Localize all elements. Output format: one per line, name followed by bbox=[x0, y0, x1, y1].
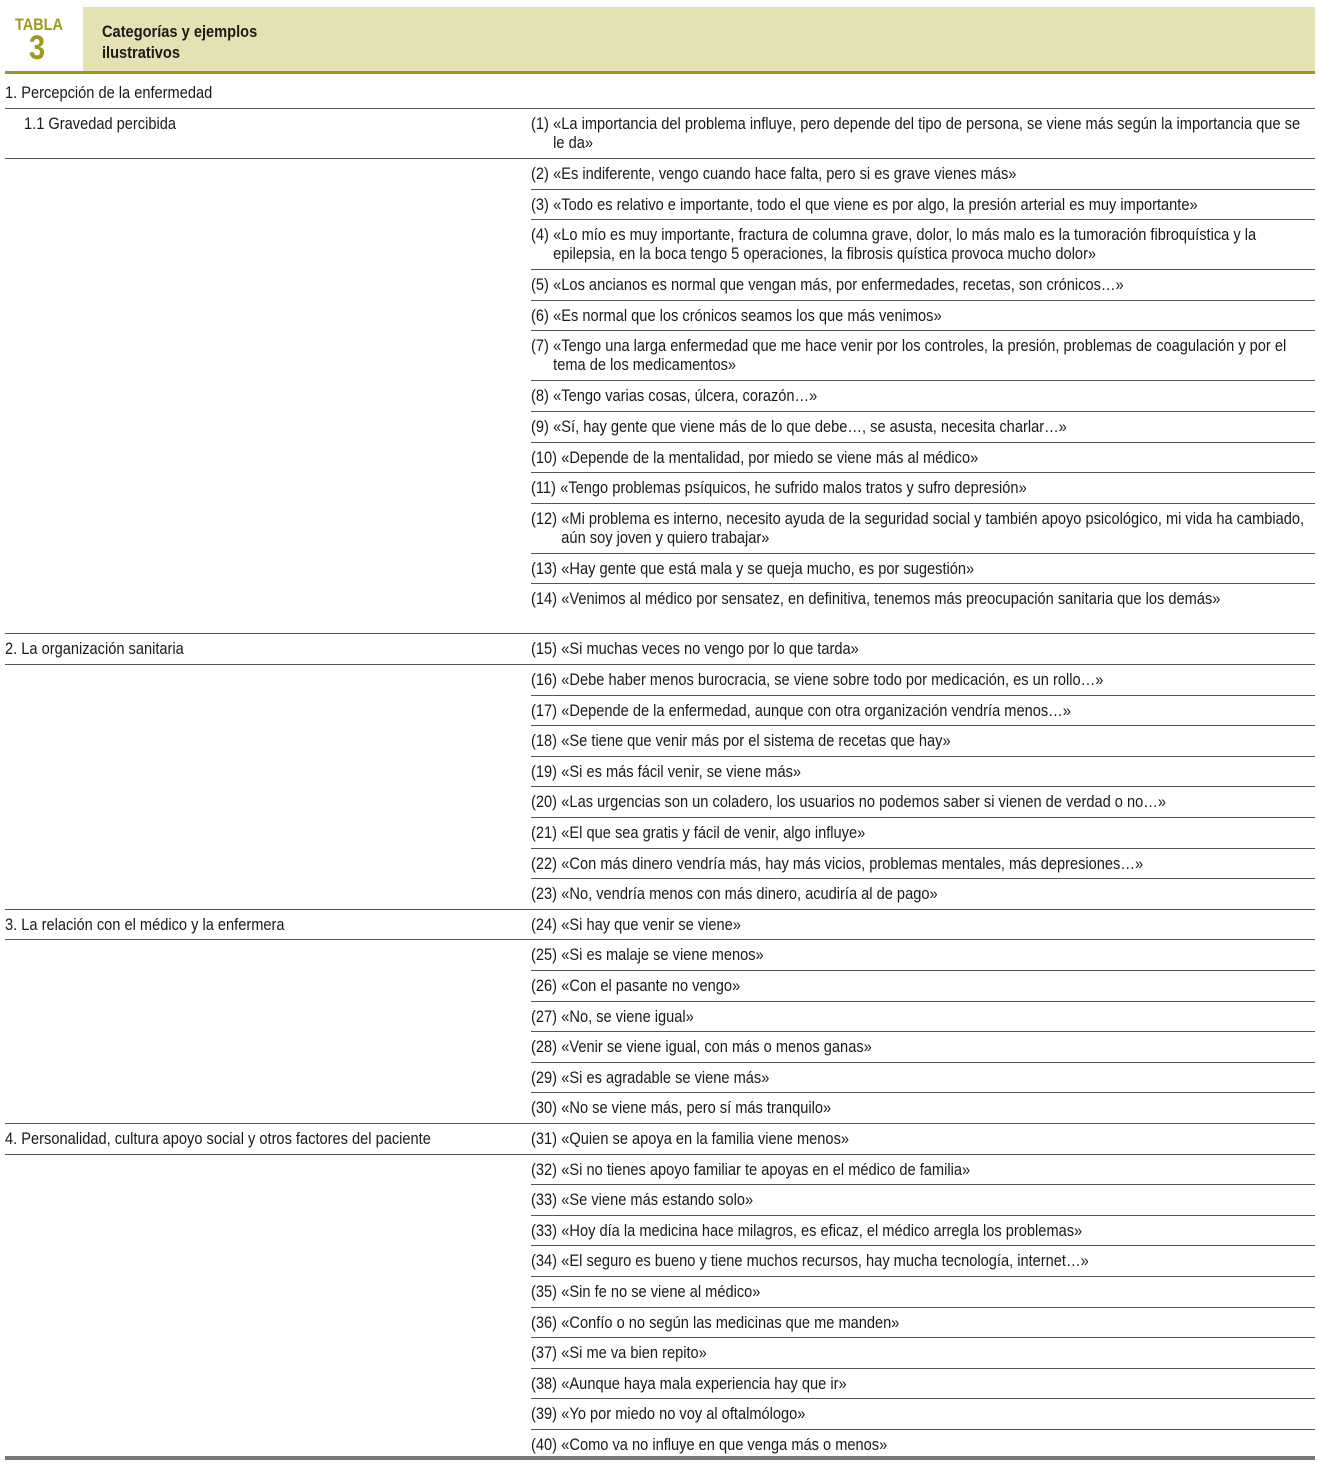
quote-number: (28) bbox=[531, 1037, 558, 1057]
quote-cell bbox=[531, 670, 1315, 689]
quote-text: «Si es malaje se viene menos» bbox=[561, 945, 764, 965]
table-row bbox=[5, 1062, 1315, 1093]
quote-number: (26) bbox=[531, 976, 558, 995]
row-divider bbox=[531, 1062, 1315, 1063]
row-divider bbox=[531, 1368, 1315, 1369]
quote-text: «Tengo problemas psíquicos, he sufrido malos tratos y sufro depresión» bbox=[560, 478, 1027, 498]
table-row bbox=[5, 472, 1315, 503]
quote-text: «El que sea gratis y fácil de venir, algo influye» bbox=[561, 823, 866, 842]
quote-text: «No se viene más, pero sí más tranquilo» bbox=[561, 1098, 832, 1118]
quote-text: «Sí, hay gente que viene más de lo que debe…, se asusta, necesita charlar…» bbox=[553, 417, 1067, 436]
row-divider bbox=[531, 1184, 1315, 1185]
row-divider bbox=[5, 158, 1315, 159]
quote-cell bbox=[531, 1313, 1315, 1332]
header-rule bbox=[5, 71, 1315, 74]
row-divider bbox=[531, 269, 1315, 270]
quote-text: «Con más dinero vendría más, hay más vicios, problemas mentales, más depresiones…» bbox=[561, 853, 1144, 873]
quote-cell bbox=[531, 1160, 1315, 1179]
table-row bbox=[5, 1429, 1315, 1460]
quote-text: «La importancia del problema influye, pero depende del tipo de persona, se viene más según la importancia que se le da» bbox=[553, 114, 1301, 152]
quote-number: (33) bbox=[531, 1190, 558, 1210]
quote-cell bbox=[531, 275, 1315, 294]
row-divider bbox=[531, 1307, 1315, 1308]
table-row bbox=[5, 1368, 1315, 1399]
quote-number: (35) bbox=[531, 1282, 558, 1301]
quote-number: (6) bbox=[531, 305, 549, 325]
quote-cell bbox=[531, 1190, 1315, 1209]
row-divider bbox=[531, 583, 1315, 584]
row-divider bbox=[531, 219, 1315, 220]
quote-number: (21) bbox=[531, 823, 558, 842]
row-divider bbox=[531, 1092, 1315, 1093]
table-title-line1: Categorías y ejemplos bbox=[102, 22, 258, 41]
quote-number: (2) bbox=[531, 164, 549, 183]
quote-text: «Si me va bien repito» bbox=[561, 1343, 707, 1363]
quote-text: «Hoy día la medicina hace milagros, es eficaz, el médico arregla los problemas» bbox=[561, 1220, 1083, 1240]
quote-number: (5) bbox=[531, 275, 549, 295]
row-divider bbox=[531, 695, 1315, 696]
quote-cell bbox=[531, 559, 1315, 578]
quote-number: (36) bbox=[531, 1312, 558, 1332]
quote-number: (1) bbox=[531, 114, 549, 133]
quote-cell bbox=[531, 762, 1315, 781]
quote-cell bbox=[531, 731, 1315, 750]
table-row bbox=[5, 1245, 1315, 1276]
table-row bbox=[5, 1215, 1315, 1246]
table-row bbox=[5, 695, 1315, 726]
quote-cell bbox=[531, 478, 1315, 497]
row-divider bbox=[531, 848, 1315, 849]
quote-cell bbox=[531, 823, 1315, 842]
quote-number: (22) bbox=[531, 853, 558, 873]
table-row bbox=[5, 503, 1315, 553]
quote-number: (20) bbox=[531, 792, 558, 812]
quote-number: (13) bbox=[531, 558, 558, 578]
quote-text: «Venimos al médico por sensatez, en definitiva, tenemos más preocupación sanitaria que los demás» bbox=[561, 589, 1221, 609]
row-divider bbox=[531, 1215, 1315, 1216]
quote-number: (31) bbox=[531, 1129, 558, 1148]
table-row bbox=[5, 1398, 1315, 1429]
row-divider bbox=[531, 756, 1315, 757]
row-divider bbox=[531, 189, 1315, 190]
quote-number: (8) bbox=[531, 386, 549, 406]
row-divider bbox=[5, 1154, 1315, 1155]
table-number-box bbox=[5, 7, 83, 71]
quote-number: (14) bbox=[531, 589, 558, 609]
quote-text: «Yo por miedo no voy al oftalmólogo» bbox=[561, 1404, 806, 1424]
row-divider bbox=[531, 1276, 1315, 1277]
table-row bbox=[5, 330, 1315, 380]
quote-cell bbox=[531, 945, 1315, 964]
quote-text: «Mi problema es interno, necesito ayuda de la seguridad social y también apoyo psicológico, mi vida ha cambiado, aún soy joven y quiero trabajar» bbox=[561, 508, 1305, 547]
quote-text: «Depende de la enfermedad, aunque con otra organización vendría menos…» bbox=[561, 700, 1071, 720]
quote-number: (16) bbox=[531, 670, 558, 689]
table-row bbox=[5, 664, 1315, 695]
quote-cell bbox=[531, 854, 1315, 873]
quote-text: «Hay gente que está mala y se queja mucho, es por sugestión» bbox=[561, 558, 975, 578]
quote-cell bbox=[531, 1037, 1315, 1056]
row-divider bbox=[531, 1398, 1315, 1399]
row-divider bbox=[5, 1123, 1315, 1124]
quote-text: «No, se viene igual» bbox=[561, 1006, 694, 1026]
table-row bbox=[5, 380, 1315, 411]
quote-cell bbox=[531, 976, 1315, 995]
table-row bbox=[5, 848, 1315, 879]
quote-number: (23) bbox=[531, 884, 558, 904]
quote-number: (29) bbox=[531, 1067, 558, 1087]
table-label: TABLA bbox=[15, 15, 63, 34]
quote-text: «Es normal que los crónicos seamos los que más venimos» bbox=[553, 305, 942, 325]
table-row bbox=[5, 756, 1315, 787]
quote-cell bbox=[531, 639, 1315, 658]
quote-number: (34) bbox=[531, 1251, 558, 1271]
table-title bbox=[102, 21, 257, 63]
row-divider bbox=[531, 330, 1315, 331]
quote-number: (11) bbox=[531, 478, 556, 498]
quote-cell bbox=[531, 792, 1315, 811]
quote-text: «Si es más fácil venir, se viene más» bbox=[561, 761, 802, 781]
quote-cell bbox=[531, 1343, 1315, 1362]
table-row bbox=[5, 1307, 1315, 1338]
quote-cell bbox=[531, 1282, 1315, 1301]
table-row bbox=[5, 1154, 1315, 1185]
quote-number: (4) bbox=[531, 225, 549, 245]
table-row bbox=[5, 1092, 1315, 1123]
quote-cell bbox=[531, 195, 1315, 214]
quote-number: (33) bbox=[531, 1220, 558, 1240]
quote-text: «Aunque haya mala experiencia hay que ir» bbox=[561, 1373, 847, 1393]
row-divider bbox=[531, 725, 1315, 726]
quote-number: (25) bbox=[531, 945, 558, 965]
quote-cell bbox=[531, 1098, 1315, 1117]
quote-number: (7) bbox=[531, 336, 549, 356]
table-row bbox=[5, 878, 1315, 909]
table-row bbox=[5, 108, 1315, 158]
row-divider bbox=[531, 878, 1315, 879]
table-row bbox=[5, 633, 1315, 664]
table-title-line2: ilustrativos bbox=[102, 43, 181, 62]
quote-cell bbox=[531, 1007, 1315, 1026]
row-divider bbox=[531, 1429, 1315, 1430]
bottom-rule bbox=[5, 1456, 1315, 1460]
quote-text: «Es indiferente, vengo cuando hace falta, pero si es grave vienes más» bbox=[553, 164, 1017, 183]
quote-text: «Tengo varias cosas, úlcera, corazón…» bbox=[553, 386, 818, 406]
table-row bbox=[5, 158, 1315, 189]
quote-cell bbox=[531, 1374, 1315, 1393]
quote-text: «Como va no influye en que venga más o menos» bbox=[561, 1435, 888, 1454]
table-row bbox=[5, 1001, 1315, 1032]
row-divider bbox=[5, 108, 1315, 109]
row-divider bbox=[531, 1001, 1315, 1002]
quote-text: «Si muchas veces no vengo por lo que tarda» bbox=[561, 639, 859, 659]
quote-cell bbox=[531, 1221, 1315, 1240]
quote-number: (40) bbox=[531, 1435, 558, 1454]
table-row bbox=[5, 189, 1315, 220]
category-label: 1. Percepción de la enfermedad bbox=[5, 83, 213, 102]
table-row bbox=[5, 1031, 1315, 1062]
quote-text: «Confío o no según las medicinas que me manden» bbox=[561, 1312, 900, 1332]
table-row bbox=[5, 77, 1315, 108]
quote-number: (15) bbox=[531, 639, 558, 659]
row-divider bbox=[531, 411, 1315, 412]
quote-number: (24) bbox=[531, 914, 558, 934]
quote-cell bbox=[531, 1129, 1315, 1148]
table-title-box bbox=[83, 7, 1315, 71]
table-row bbox=[5, 1337, 1315, 1368]
table-row bbox=[5, 970, 1315, 1001]
quote-text: «Lo mío es muy importante, fractura de columna grave, dolor, lo más malo es la tumoración fibroquística y la epilepsia, en la boca tengo 5 operaciones, la fibrosis quística provoca mucho dolor» bbox=[553, 225, 1257, 264]
row-divider bbox=[531, 472, 1315, 473]
quote-text: «No, vendría menos con más dinero, acudiría al de pago» bbox=[561, 884, 938, 904]
quote-cell bbox=[531, 884, 1315, 903]
quote-text: «Venir se viene igual, con más o menos ganas» bbox=[561, 1037, 872, 1057]
quote-text: «El seguro es bueno y tiene muchos recursos, hay mucha tecnología, internet…» bbox=[561, 1251, 1089, 1271]
category-label: 2. La organización sanitaria bbox=[5, 639, 184, 659]
quote-text: «Quien se apoya en la familia viene menos» bbox=[561, 1129, 850, 1148]
quote-text: «Los ancianos es normal que vengan más, por enfermedades, recetas, son crónicos…» bbox=[553, 275, 1124, 295]
quote-cell bbox=[531, 1404, 1315, 1423]
quote-number: (39) bbox=[531, 1404, 558, 1424]
quote-text: «Se viene más estando solo» bbox=[561, 1190, 754, 1210]
quote-text: «Si no tienes apoyo familiar te apoyas en el médico de familia» bbox=[561, 1159, 971, 1179]
table-row bbox=[5, 817, 1315, 848]
table-row bbox=[5, 442, 1315, 473]
row-divider bbox=[531, 380, 1315, 381]
quote-cell bbox=[531, 1251, 1315, 1270]
category-label: 1.1 Gravedad percibida bbox=[24, 114, 176, 133]
quote-text: «Se tiene que venir más por el sistema de recetas que hay» bbox=[561, 731, 951, 751]
quote-cell bbox=[531, 225, 1315, 263]
quote-cell bbox=[531, 306, 1315, 325]
quote-cell bbox=[531, 1435, 1315, 1454]
quote-cell bbox=[531, 386, 1315, 405]
row-divider bbox=[531, 817, 1315, 818]
quote-cell bbox=[531, 164, 1315, 183]
table-row bbox=[5, 583, 1315, 633]
quote-cell bbox=[531, 701, 1315, 720]
row-divider bbox=[531, 442, 1315, 443]
row-divider bbox=[5, 633, 1315, 634]
quote-cell bbox=[531, 915, 1315, 934]
quote-number: (32) bbox=[531, 1159, 558, 1179]
quote-text: «Sin fe no se viene al médico» bbox=[561, 1282, 761, 1301]
row-divider bbox=[531, 1337, 1315, 1338]
quote-cell bbox=[531, 417, 1315, 436]
row-divider bbox=[5, 939, 1315, 940]
table-header bbox=[5, 7, 1315, 71]
table-row bbox=[5, 411, 1315, 442]
row-divider bbox=[5, 909, 1315, 910]
table-row bbox=[5, 300, 1315, 331]
category-label: 3. La relación con el médico y la enfermera bbox=[5, 914, 285, 934]
quote-number: (30) bbox=[531, 1098, 558, 1118]
row-divider bbox=[531, 300, 1315, 301]
quote-number: (38) bbox=[531, 1373, 558, 1393]
quote-text: «Depende de la mentalidad, por miedo se viene más al médico» bbox=[561, 447, 979, 467]
table-row bbox=[5, 725, 1315, 756]
table-row bbox=[5, 1184, 1315, 1215]
table-row bbox=[5, 553, 1315, 584]
table-row bbox=[5, 1123, 1315, 1154]
quote-text: «Debe haber menos burocracia, se viene sobre todo por medicación, es un rollo…» bbox=[561, 670, 1104, 689]
quote-number: (18) bbox=[531, 731, 558, 751]
table-row bbox=[5, 786, 1315, 817]
quote-cell bbox=[531, 114, 1315, 152]
quote-text: «Tengo una larga enfermedad que me hace venir por los controles, la presión, problemas de coagulación y por el tema de los medicamentos» bbox=[553, 336, 1287, 375]
table-row bbox=[5, 909, 1315, 940]
quote-number: (3) bbox=[531, 194, 549, 214]
quote-cell bbox=[531, 589, 1315, 608]
quote-number: (9) bbox=[531, 417, 549, 436]
table-number: 3 bbox=[29, 29, 46, 67]
quote-number: (19) bbox=[531, 761, 558, 781]
quote-number: (37) bbox=[531, 1343, 558, 1363]
table-row bbox=[5, 939, 1315, 970]
quote-number: (27) bbox=[531, 1006, 558, 1026]
quote-number: (12) bbox=[531, 508, 558, 528]
quote-cell bbox=[531, 1068, 1315, 1087]
quote-cell bbox=[531, 448, 1315, 467]
table-row bbox=[5, 269, 1315, 300]
quote-cell bbox=[531, 509, 1315, 547]
quote-text: «Con el pasante no vengo» bbox=[561, 976, 741, 995]
row-divider bbox=[5, 664, 1315, 665]
table-row bbox=[5, 219, 1315, 269]
quote-text: «Si es agradable se viene más» bbox=[561, 1067, 770, 1087]
row-divider bbox=[531, 503, 1315, 504]
quote-number: (10) bbox=[531, 447, 558, 467]
row-divider bbox=[531, 1031, 1315, 1032]
category-label: 4. Personalidad, cultura apoyo social y otros factores del paciente bbox=[5, 1129, 431, 1148]
table-row bbox=[5, 1276, 1315, 1307]
quote-cell bbox=[531, 336, 1315, 374]
quote-text: «Si hay que venir se viene» bbox=[561, 914, 741, 934]
quote-text: «Las urgencias son un coladero, los usuarios no podemos saber si vienen de verdad o no…» bbox=[561, 792, 1166, 812]
row-divider bbox=[531, 970, 1315, 971]
row-divider bbox=[531, 1245, 1315, 1246]
quote-text: «Todo es relativo e importante, todo el que viene es por algo, la presión arterial es muy importante» bbox=[553, 194, 1198, 214]
row-divider bbox=[531, 786, 1315, 787]
quote-number: (17) bbox=[531, 700, 558, 720]
row-divider bbox=[531, 553, 1315, 554]
